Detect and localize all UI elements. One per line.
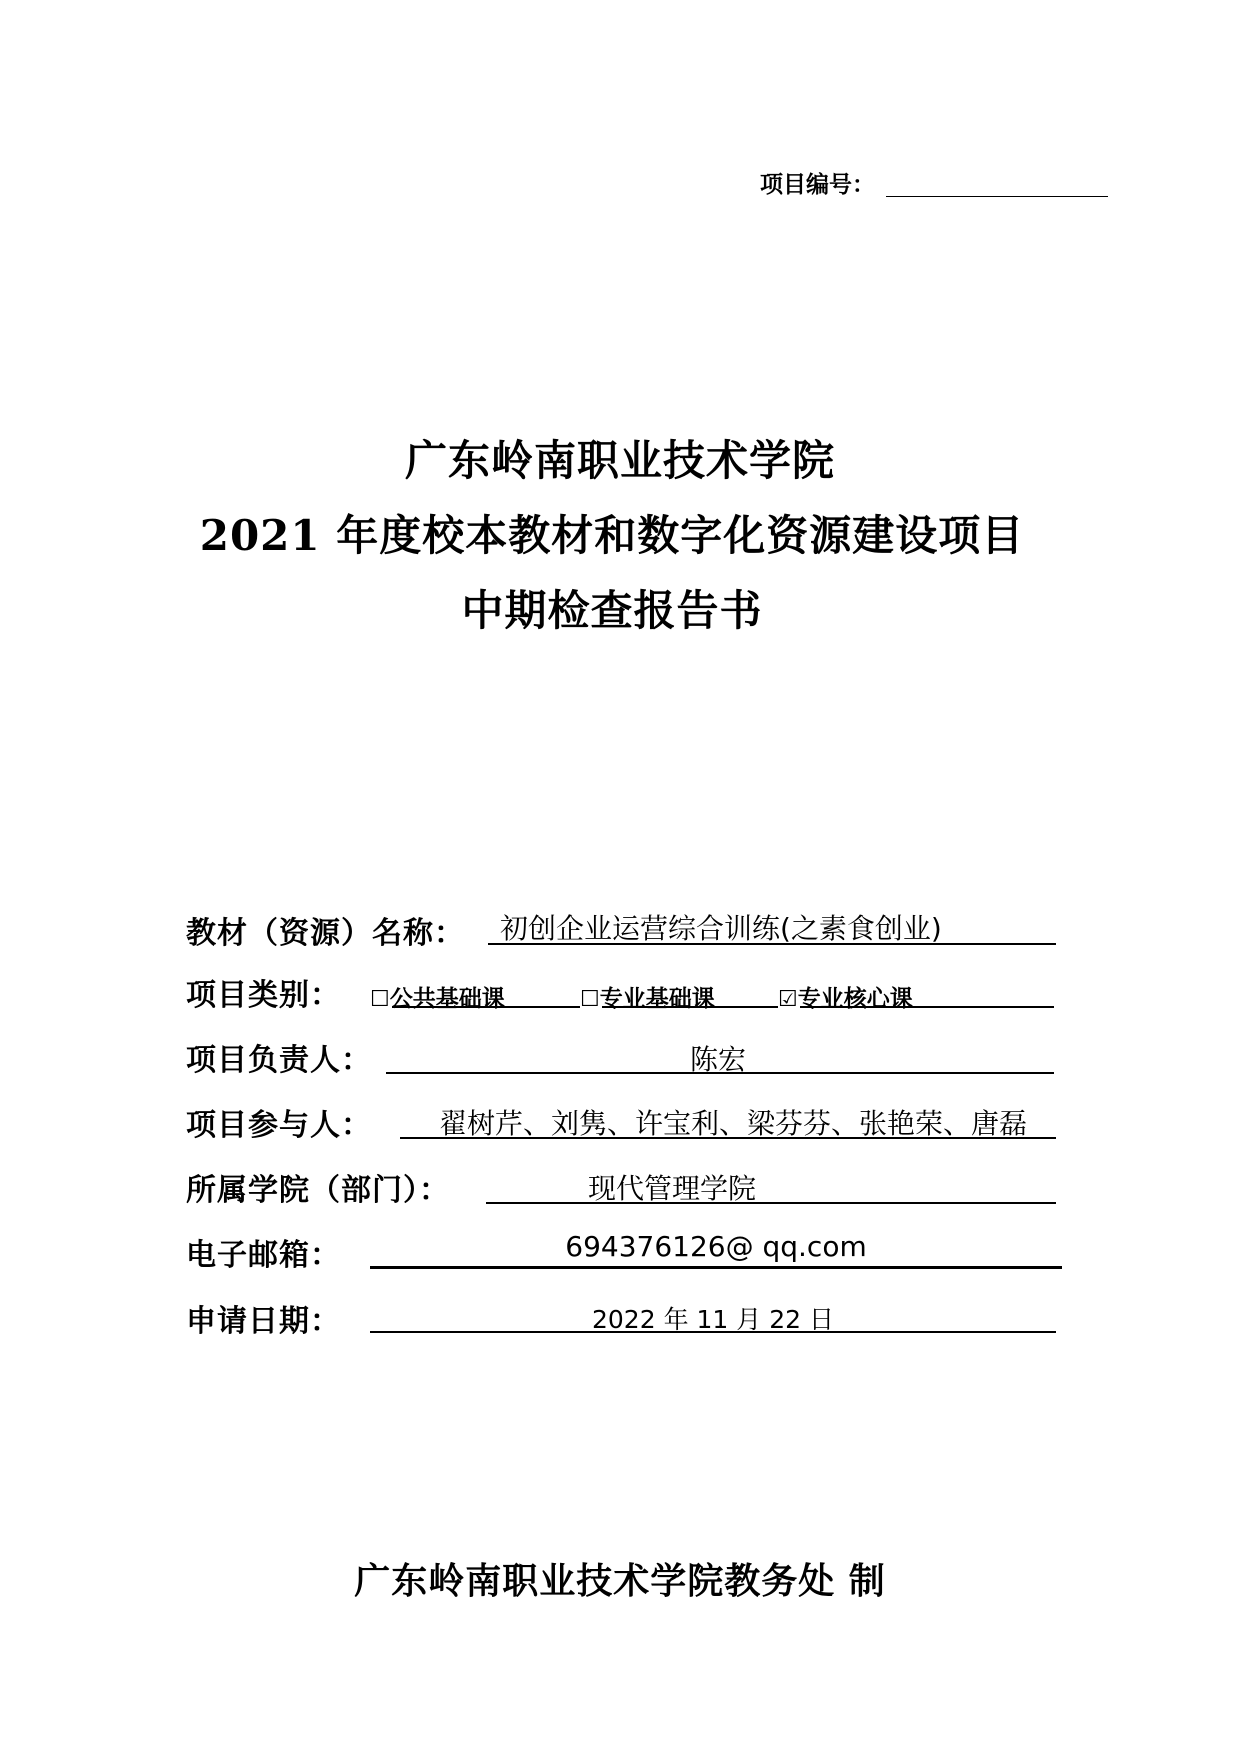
title-report: 中期检查报告书 — [461, 586, 763, 635]
project-leader-value: 陈宏 — [689, 1043, 746, 1076]
type-option-label: 专业核心课 — [797, 985, 913, 1012]
issuer-footer: 广东岭南职业技术学院教务处 制 — [354, 1560, 886, 1602]
project-members-field[interactable] — [400, 1137, 1056, 1139]
project-leader-label: 项目负责人： — [186, 1043, 372, 1078]
title-institution: 广东岭南职业技术学院 — [404, 436, 835, 485]
application-date-field[interactable] — [370, 1331, 1056, 1333]
project-number-field[interactable] — [886, 196, 1108, 197]
application-date-label: 申请日期： — [186, 1304, 341, 1339]
project-number-label: 项目编号： — [760, 171, 875, 198]
material-name-field[interactable] — [488, 943, 1056, 945]
type-option-major-core[interactable] — [778, 980, 913, 1013]
department-value: 现代管理学院 — [588, 1172, 757, 1205]
material-name-value: 初创企业运营综合训练(之素食创业) — [500, 912, 942, 945]
type-underline — [800, 1006, 1054, 1008]
type-option-major-basic[interactable] — [580, 980, 715, 1013]
email-label: 电子邮箱： — [186, 1238, 341, 1273]
department-field[interactable] — [486, 1202, 1056, 1204]
type-option-label: 公共基础课 — [389, 985, 505, 1012]
checkbox-unchecked-icon[interactable]: ☐ — [580, 987, 600, 1012]
project-members-label: 项目参与人： — [186, 1108, 372, 1143]
type-underline — [392, 1006, 580, 1008]
title-project: 2021 年度校本教材和数字化资源建设项目 — [199, 511, 1025, 560]
type-option-label: 专业基础课 — [599, 985, 715, 1012]
type-option-public-basic[interactable] — [370, 980, 505, 1013]
type-underline — [602, 1006, 778, 1008]
project-leader-field[interactable] — [386, 1072, 1054, 1074]
checkbox-unchecked-icon[interactable]: ☐ — [370, 987, 390, 1012]
department-label: 所属学院（部门）： — [186, 1173, 450, 1208]
project-type-label: 项目类别： — [186, 978, 341, 1013]
material-name-label: 教材（资源）名称： — [186, 916, 465, 951]
email-value: 694376126@ qq.com — [565, 1230, 867, 1263]
project-members-value: 翟树芹、刘隽、许宝利、梁芬芬、张艳荣、唐磊 — [438, 1107, 1027, 1140]
application-date-value: 2022 年 11 月 22 日 — [592, 1305, 834, 1334]
checkbox-checked-icon[interactable]: ☑ — [778, 987, 798, 1012]
email-field[interactable] — [370, 1266, 1062, 1269]
